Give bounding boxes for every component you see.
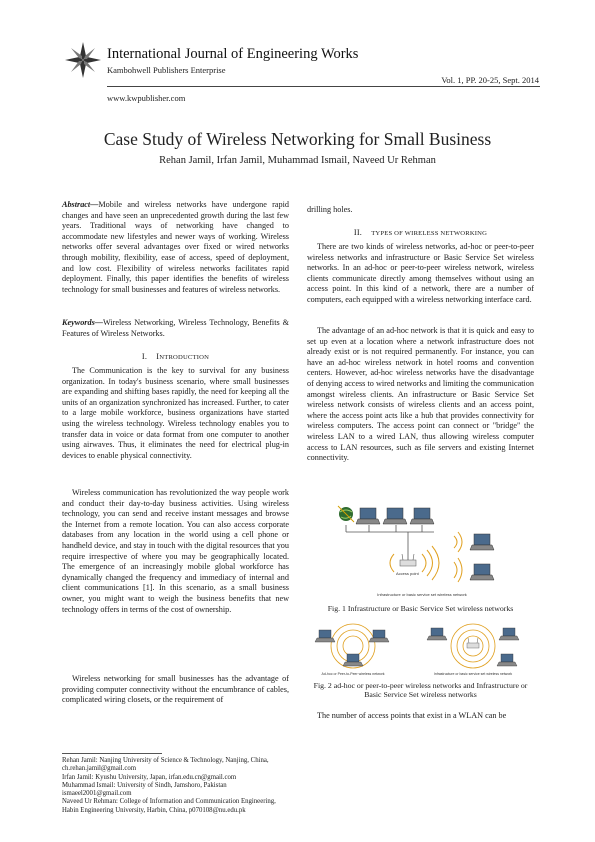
figure-1-access-point-label: Access point: [396, 571, 419, 576]
publisher-name: Kambohwell Publishers Enterprise: [107, 65, 226, 75]
section-2-heading: II. TYPES OF WIRELESS NETWORKING: [353, 228, 488, 237]
journal-title: International Journal of Engineering Works: [107, 46, 359, 62]
figure-2-inner-right-label: Infrastructure or basic service set wireless network: [433, 672, 513, 676]
figure-1-inner-label: Infrastructure or basic service set wireless network: [377, 592, 467, 597]
paper-authors: Rehan Jamil, Irfan Jamil, Muhammad Ismail, Naveed Ur Rehman: [159, 155, 436, 166]
figure-1-diagram: [334, 500, 510, 600]
header-rule: [107, 86, 540, 87]
abstract-text: Mobile and wireless networks have undergone rapid changes and have seen an unprecedented growth during the last few years. Traditional ways of networking have changed to accommodate new lifestyles and newer ways of working. Wireless networks offer several advantages over fixed or wired networks through mobility, flexibility, ease of access, speed of deployment, and low cost. Flexibility of wireless networks facilitates rapid deployment. Finally, this paper identifies the benefits of wireless technology for small businesses and features of wireless networks.: [62, 200, 289, 294]
keywords-text: Wireless Networking, Wireless Technology, Benefits & Features of Wireless Networks.: [62, 318, 289, 338]
section-2-paragraph-1: There are two kinds of wireless networks, ad-hoc or peer-to-peer wireless networks and infrastructure or Basic Service Set wireless networks. In an ad-hoc or peer-to-peer wireless network, wireless clients communicate directly among themselves without using an access point. In this kind of a network, there are a number of computers, each equipped with a wireless networking interface card.: [307, 242, 534, 304]
section-2-paragraph-3: The number of access points that exist in a WLAN can be: [317, 711, 507, 720]
paper-title: Case Study of Wireless Networking for Small Business: [103, 129, 492, 149]
footnote-line: Irfan Jamil: Kyushu University, Japan, irfan.edu.cn@gmail.com: [62, 773, 237, 781]
footnote-line: Muhammad Ismail: University of Sindh, Jamshoro, Pakistan: [62, 781, 227, 789]
section-1-heading: I. INTRODUCTION: [141, 352, 210, 361]
volume-info: Vol. 1, PP. 20-25, Sept. 2014: [441, 75, 539, 85]
section-1-continuation: drilling holes.: [307, 205, 353, 214]
section-1-paragraph-3: Wireless networking for small businesses has the advantage of providing computer connectivity without the encumbrance of cables, complicated wiring closets, or the requirement of: [62, 674, 289, 705]
figure-2-caption: Fig. 2 ad-hoc or peer-to-peer wireless networks and Infrastructure or Basic Service Set wireless networks: [313, 681, 528, 700]
footnote-line: ch.rehan.jamil@gmail.com: [62, 765, 137, 773]
keywords: [62, 318, 289, 339]
keywords-label: Keywords—: [62, 318, 103, 327]
section-1-paragraph-2: Wireless communication has revolutionized the way people work and conduct their day-to-day business activities. Using wireless technology, you can send and receive instant messages and browse the Internet from a remote location. You can also access corporate databases from any location in the world using a cell phone or handheld device, and stay in touch with the digital resources that you require irrespective of where you may be geographically located. The emergence of an increasingly mobile global workforce has dynamically changed the frequency and immediacy of internal and client communications [1]. In this scenario, as a small business owner, you might want to weigh the business benefits that new technology offers in terms of the cost of ownership.: [62, 488, 289, 614]
website-link[interactable]: www.kwpublisher.com: [107, 93, 186, 103]
abstract: [62, 200, 289, 295]
abstract-label: Abstract—: [62, 200, 99, 209]
figure-1-caption: Fig. 1 Infrastructure or Basic Service Set wireless networks: [327, 604, 514, 613]
footnote-line: Habin Engineering University, Harbin, China, p070108@nu.edu.pk: [62, 806, 246, 814]
figure-2-diagram: [313, 620, 529, 678]
journal-logo: [63, 40, 103, 80]
section-2-paragraph-2: The advantage of an ad-hoc network is that it is quick and easy to set up even at a location where a network infrastructure does not already exist or is not required permanently. For instance, you can have an ad-hoc wireless network in hotel rooms and convention centers. However, ad-hoc wireless networks have the disadvantage of denying access to wired networks and limiting the communication amongst wireless clients. An infrastructure or Basic Service Set wireless network consists of wireless clients and an access point, where the access point acts like a hub that provides connectivity for wireless computers. The access point can connect or "bridge" the wireless LAN to a wired LAN, thus allowing wireless computer access to LAN resources, such as file servers and existing Internet connectivity.: [307, 326, 534, 463]
footnote-rule: [62, 753, 162, 754]
footnote-line: Rehan Jamil: Nanjing University of Science & Technology, Nanjing, China,: [62, 757, 269, 764]
figure-2-inner-left-label: Ad-hoc or Peer-to-Peer wireless network: [321, 672, 385, 676]
footnote-line: Naveed Ur Rehman: College of Information and Communication Engineering,: [62, 798, 276, 806]
author-footnotes: [62, 757, 293, 815]
footnote-line: ismaeel2001@gmail.com: [62, 790, 132, 798]
section-1-paragraph-1: The Communication is the key to survival for any business organization. In today's business scenario, where small businesses are expanding and shifting bases rapidly, the need for keeping all the units of an organization synchronized has increased. Further, to cater to a large mobile workforce, business organizations have started using the wireless technology. Wireless technology enables you to transfer data in voice or data format from one computer to another using airwaves. Thus, it eliminates the need for electrical plug-in devices to enable physical connectivity.: [62, 366, 289, 460]
